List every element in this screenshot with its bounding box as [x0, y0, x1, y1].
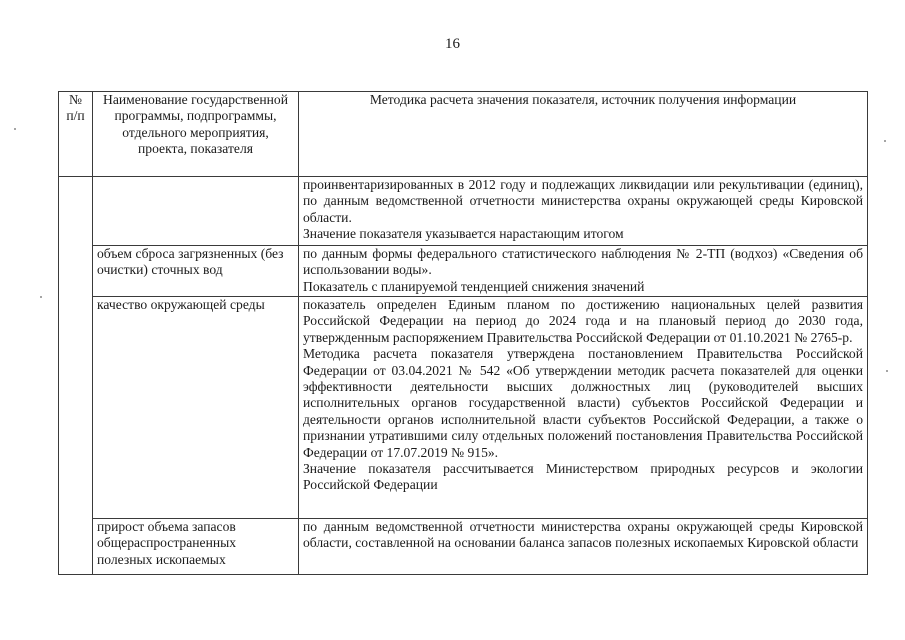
header-method: Методика расчета значения показателя, источник получения информации	[299, 92, 868, 177]
scan-speck	[886, 370, 888, 372]
table-row	[59, 297, 868, 519]
cell-method	[299, 519, 868, 575]
cell-method	[299, 177, 868, 246]
method-paragraph: проинвентаризированных в 2012 году и подлежащих ликвидации или рекультивации (единиц), по данным ведомственной отчетности министерства охраны окружающей среды Кировской области.	[303, 177, 863, 225]
method-paragraph: Показатель с планируемой тенденцией снижения значений	[303, 278, 645, 294]
indicators-table	[58, 91, 868, 575]
method-paragraph: по данным ведомственной отчетности министерства охраны окружающей среды Кировской области, составленной на основании баланса запасов полезных ископаемых Кировской области	[303, 519, 863, 551]
method-paragraph: Значение показателя рассчитывается Министерством природных ресурсов и экологии Российской Федерации	[303, 461, 863, 493]
cell-method	[299, 297, 868, 519]
cell-name	[93, 177, 299, 246]
table-row	[59, 519, 868, 575]
method-paragraph: Значение показателя указывается нарастающим итогом	[303, 226, 624, 242]
scan-speck	[14, 128, 16, 130]
scan-speck	[884, 140, 886, 142]
table-header-row	[59, 92, 868, 177]
method-paragraph: по данным формы федерального статистического наблюдения № 2-ТП (водхоз) «Сведения об использовании воды».	[303, 246, 863, 278]
cell-name: объем сброса загрязненных (без очистки) сточных вод	[93, 246, 299, 297]
table-row	[59, 246, 868, 297]
header-num: № п/п	[59, 92, 93, 177]
cell-num	[59, 177, 93, 575]
header-name: Наименование государственной программы, подпрограммы, отдельного мероприятия, проекта, показателя	[93, 92, 299, 177]
cell-method	[299, 246, 868, 297]
method-paragraph: Методика расчета показателя утверждена постановлением Правительства Российской Федерации от 03.04.2021 № 542 «Об утверждении методик расчета показателей для оценки эффективности деятельности высших должностных лиц (руководителей высших исполнительных органов государственной власти) субъектов Российской Федерации и деятельности органов исполнительной власти субъектов Российской Федерации, а также о признании утратившими силу отдельных положений постановления Правительства Российской Федерации от 17.07.2019 № 915».	[303, 346, 863, 460]
method-paragraph: показатель определен Единым планом по достижению национальных целей развития Российской Федерации на период до 2024 года и на плановый период до 2030 года, утвержденным распоряжением Правительства Российской Федерации от 01.10.2021 № 2765-р.	[303, 297, 863, 345]
page-number: 16	[445, 36, 460, 52]
cell-name: прирост объема запасов общераспространенных полезных ископаемых	[93, 519, 299, 575]
cell-name: качество окружающей среды	[93, 297, 299, 519]
scan-speck	[40, 296, 42, 298]
table-row	[59, 177, 868, 246]
